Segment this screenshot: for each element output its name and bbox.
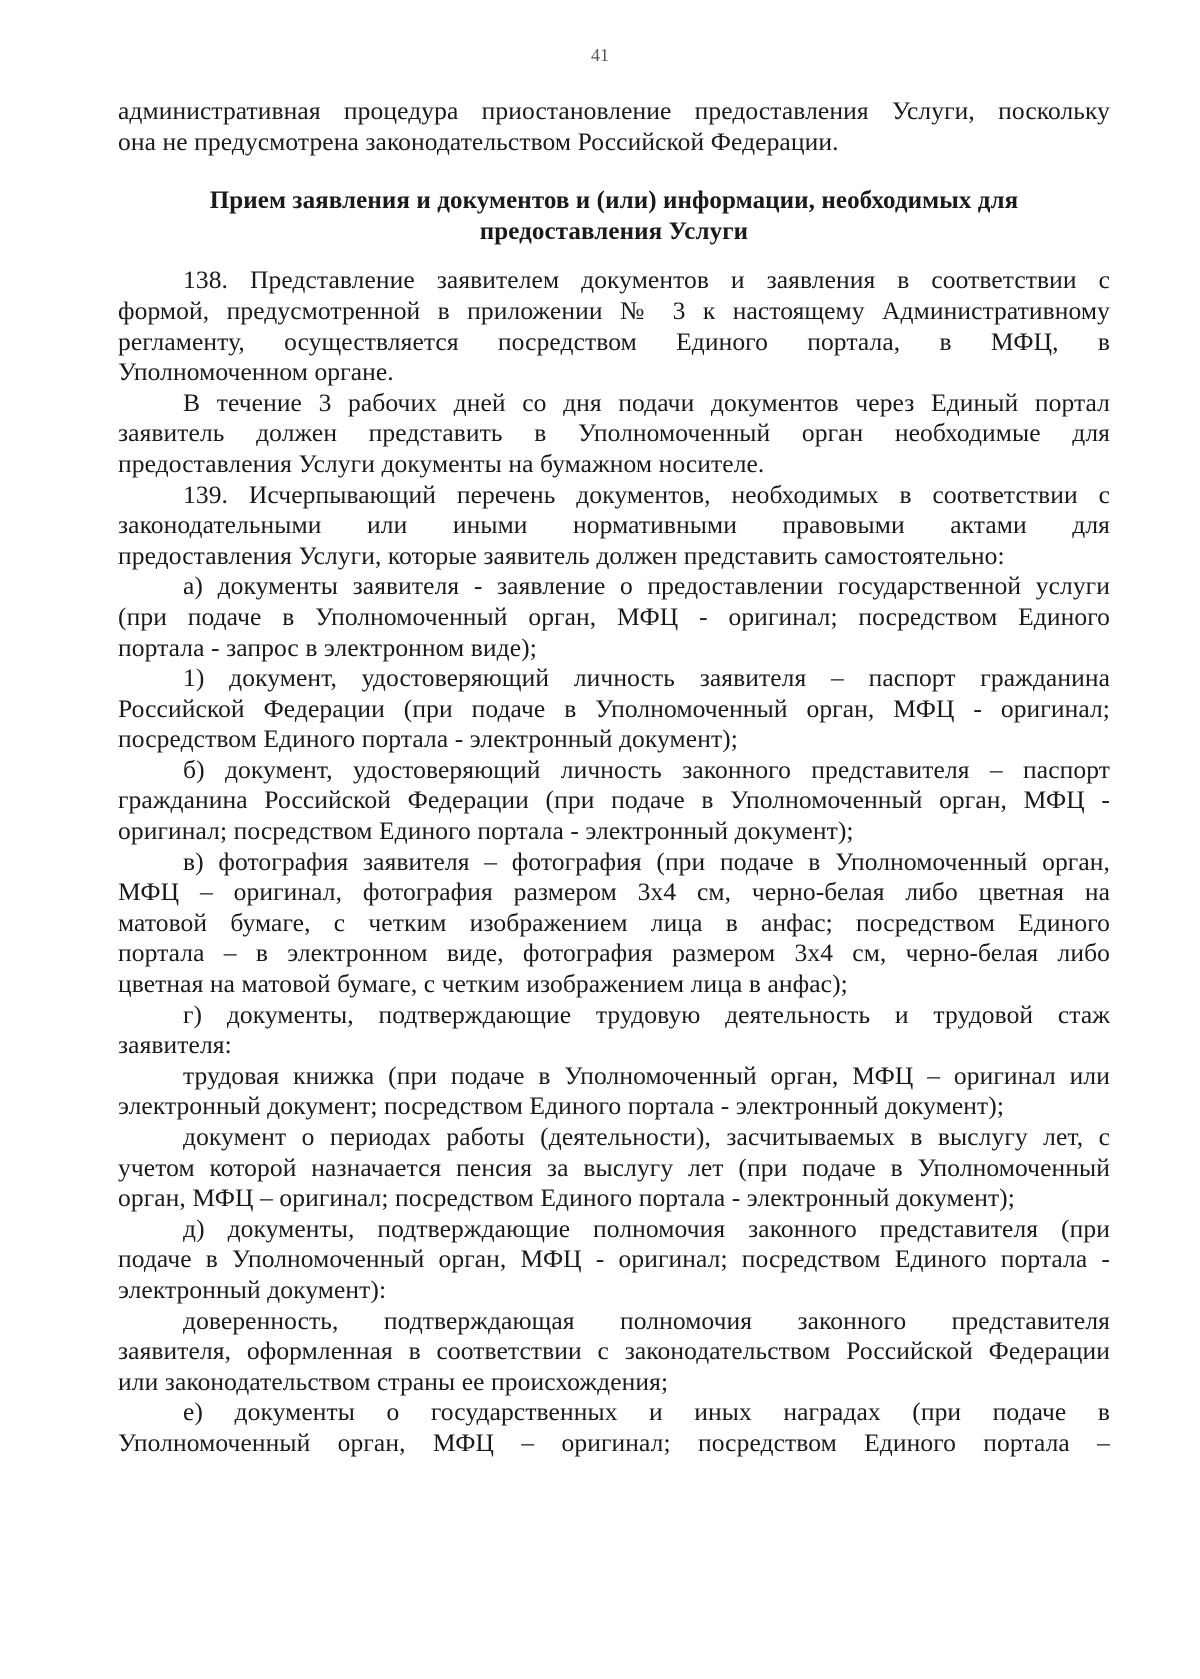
document-body [118, 96, 1110, 1459]
text-line: предоставления Услуги, которые заявитель должен представить самостоятельно: [118, 540, 1005, 570]
text-line: Уполномоченный орган, МФЦ – оригинал; посредством Единого портала – [118, 1427, 1110, 1457]
text-line: 139. Исчерпывающий перечень документов, необходимых в соответствии с [183, 479, 1110, 509]
text-line: трудовая книжка (при подаче в Уполномоченный орган, МФЦ – оригинал или [183, 1060, 1110, 1090]
text-line: орган, МФЦ – оригинал; посредством Единого портала - электронный документ); [118, 1183, 1015, 1213]
list-subitem-work-book [118, 1061, 1110, 1122]
text-line: е) документы о государственных и иных наградах (при подаче в [183, 1397, 1110, 1427]
text-line: В течение 3 рабочих дней со дня подачи документов через Единый портал [183, 387, 1110, 417]
list-subitem-work-periods [118, 1122, 1110, 1214]
text-line: 138. Представление заявителем документов и заявления в соответствии с [183, 265, 1110, 295]
text-line: административная процедура приостановление предоставления Услуги, поскольку [118, 96, 1110, 125]
text-line: учетом которой назначается пенсия за выслугу лет (при подаче в Уполномоченный [118, 1152, 1110, 1182]
heading-line: Прием заявления и документов и (или) информации, необходимых для [209, 187, 1019, 215]
list-item-e [118, 1397, 1110, 1458]
list-subitem-power-of-attorney [118, 1306, 1110, 1398]
text-line: Российской Федерации (при подаче в Уполномоченный орган, МФЦ - оригинал; [118, 693, 1110, 723]
intro-paragraph [118, 96, 1110, 157]
list-item-a [118, 571, 1110, 663]
text-line: посредством Единого портала - электронный документ); [118, 724, 738, 754]
page-number: 41 [591, 45, 609, 65]
text-line: матовой бумаге, с четким изображением лица в анфас; посредством Единого [118, 907, 1110, 937]
text-line: (при подаче в Уполномоченный орган, МФЦ - оригинал; посредством Единого [118, 601, 1110, 631]
text-line: документ о периодах работы (деятельности), засчитываемых в выслугу лет, с [183, 1122, 1110, 1151]
text-line: подаче в Уполномоченный орган, МФЦ - оригинал; посредством Единого портала - [118, 1244, 1110, 1274]
list-item-b [118, 755, 1110, 847]
paragraph-139 [118, 480, 1110, 572]
text-line: а) документы заявителя - заявление о предоставлении государственной услуги [183, 571, 1110, 601]
list-item-g [118, 1000, 1110, 1061]
text-line: электронный документ): [118, 1274, 387, 1304]
list-item-v [118, 847, 1110, 1000]
list-item-1 [118, 663, 1110, 755]
list-item-d [118, 1214, 1110, 1306]
text-line: МФЦ – оригинал, фотография размером 3х4 см, черно-белая либо цветная на [118, 877, 1110, 907]
paragraph-138 [118, 265, 1110, 387]
text-line: она не предусмотрена законодательством Российской Федерации. [118, 126, 839, 156]
text-line: портала - запрос в электронном виде); [118, 632, 537, 662]
text-line: д) документы, подтверждающие полномочия законного представителя (при [183, 1213, 1110, 1243]
text-line: гражданина Российской Федерации (при подаче в Уполномоченный орган, МФЦ - [118, 785, 1110, 815]
text-line: оригинал; посредством Единого портала - электронный документ); [118, 816, 854, 846]
text-line: портала – в электронном виде, фотография размером 3х4 см, черно-белая либо [118, 938, 1110, 968]
text-line: Уполномоченном органе. [118, 357, 394, 387]
text-line: цветная на матовой бумаге, с четким изображением лица в анфас); [118, 969, 848, 999]
text-line: регламенту, осуществляется посредством Единого портала, в МФЦ, в [118, 326, 1110, 356]
text-line: законодательными или иными нормативными правовыми актами для [118, 510, 1110, 540]
text-line: заявителя: [118, 1030, 232, 1060]
paragraph-138-deadline [118, 388, 1110, 480]
text-line: доверенность, подтверждающая полномочия законного представителя [183, 1305, 1110, 1335]
text-line: б) документ, удостоверяющий личность законного представителя – паспорт [183, 754, 1110, 784]
text-line: в) фотография заявителя – фотография (при подаче в Уполномоченный орган, [183, 846, 1110, 876]
text-line: формой, предусмотренной в приложении № 3 к настоящему Административному [118, 295, 1110, 325]
text-line: предоставления Услуги документы на бумажном носителе. [118, 448, 765, 478]
heading-line: предоставления Услуги [479, 217, 749, 245]
text-line: 1) документ, удостоверяющий личность заявителя – паспорт гражданина [183, 663, 1110, 693]
text-line: или законодательством страны ее происхождения; [118, 1366, 669, 1396]
text-line: г) документы, подтверждающие трудовую деятельность и трудовой стаж [183, 999, 1110, 1029]
text-line: заявителя, оформленная в соответствии с законодательством Российской Федерации [118, 1336, 1110, 1366]
section-heading [118, 186, 1110, 247]
text-line: заявитель должен представить в Уполномоченный орган необходимые для [118, 418, 1110, 448]
text-line: электронный документ; посредством Единого портала - электронный документ); [118, 1091, 1005, 1121]
